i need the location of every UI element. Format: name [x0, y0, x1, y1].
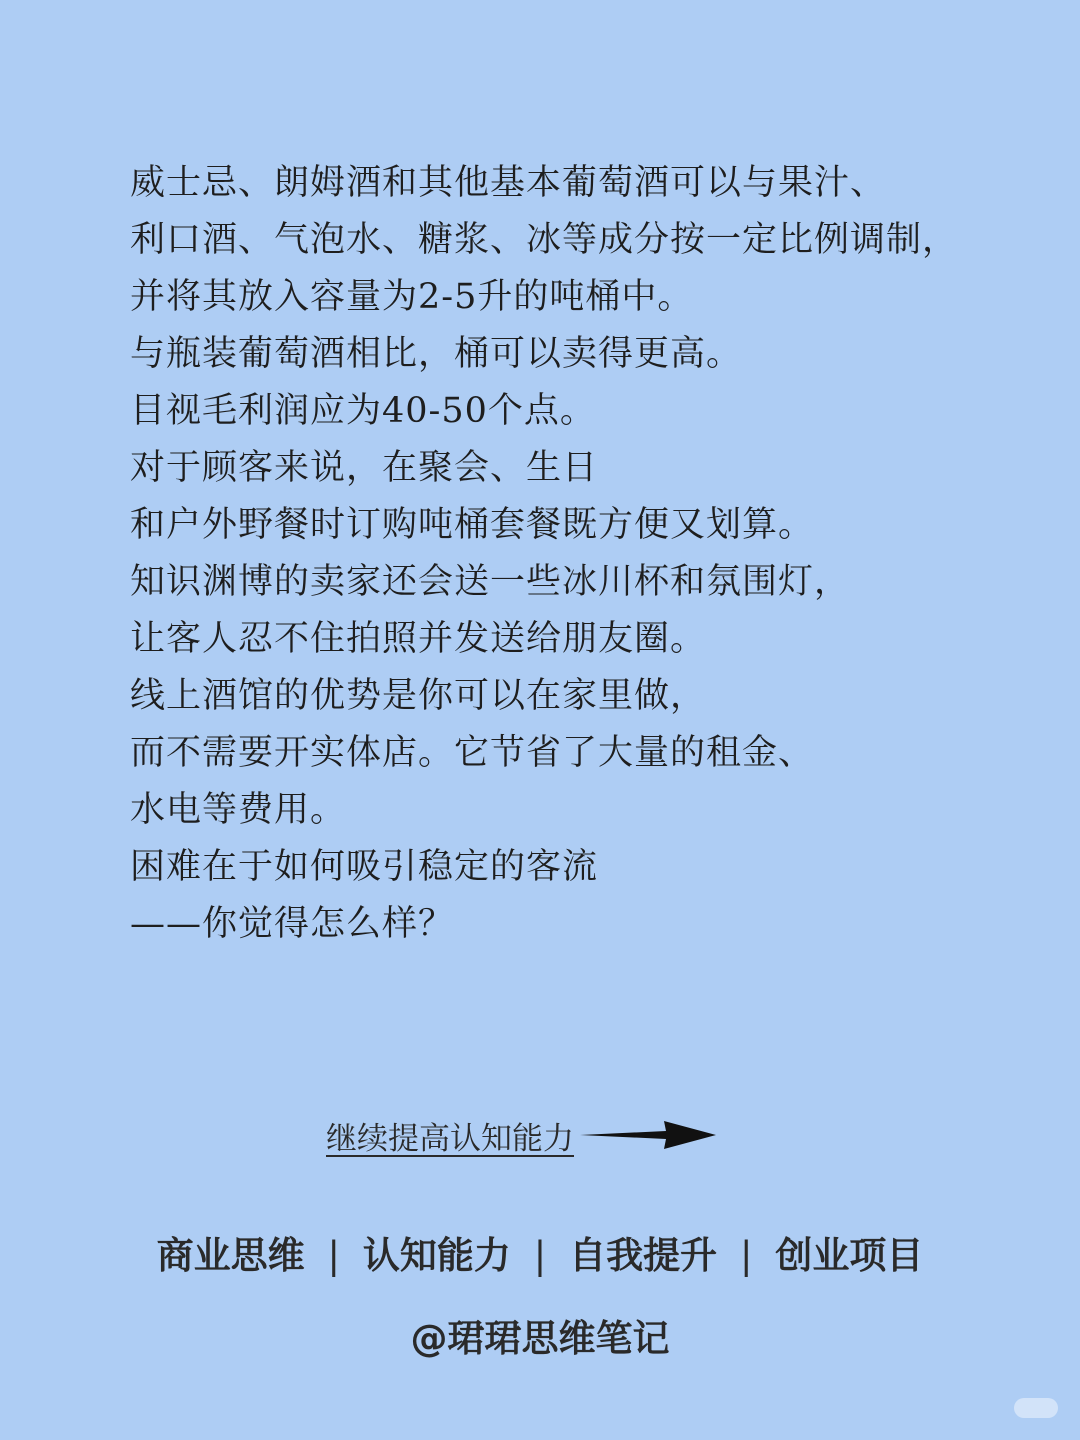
- body-line-6: 对于顾客来说，在聚会、生日: [130, 448, 599, 488]
- body-line-13: 困难在于如何吸引稳定的客流: [130, 847, 599, 887]
- body-line-2: 利口酒、气泡水、糖浆、冰等成分按一定比例调制，: [130, 220, 959, 260]
- body-line-12: 水电等费用。: [130, 790, 347, 830]
- continue-link[interactable]: [326, 1110, 718, 1160]
- article-body: [130, 155, 1030, 953]
- body-line-9: 让客人忍不住拍照并发送给朋友圈。: [130, 619, 707, 659]
- tag-separator: |: [740, 1234, 753, 1277]
- body-line-11: 而不需要开实体店。它节省了大量的租金、: [130, 733, 815, 773]
- tag-separator: |: [533, 1234, 547, 1277]
- topic-tags: [0, 1225, 1080, 1279]
- tag-business-thinking[interactable]: 商业思维: [156, 1234, 305, 1277]
- body-line-4: 与瓶装葡萄酒相比，桶可以卖得更高。: [130, 334, 743, 374]
- tag-cognitive-ability[interactable]: 认知能力: [362, 1234, 511, 1277]
- body-line-8: 知识渊博的卖家还会送一些冰川杯和氛围灯，: [130, 562, 851, 602]
- body-line-1: 威士忌、朗姆酒和其他基本葡萄酒可以与果汁、: [130, 163, 887, 203]
- arrow-right-icon: [578, 1115, 718, 1155]
- body-line-14: ——你觉得怎么样？: [130, 904, 455, 944]
- author-handle[interactable]: @珺珺思维笔记: [410, 1317, 670, 1360]
- body-line-10: 线上酒馆的优势是你可以在家里做，: [130, 676, 707, 716]
- watermark-icon: [1014, 1398, 1058, 1418]
- tag-startup-project[interactable]: 创业项目: [775, 1234, 924, 1277]
- body-line-3: 并将其放入容量为2-5升的吨桶中。: [130, 277, 694, 317]
- body-line-5: 目视毛利润应为40-50个点。: [130, 391, 596, 431]
- tag-self-improvement[interactable]: 自我提升: [569, 1234, 718, 1277]
- body-line-7: 和户外野餐时订购吨桶套餐既方便又划算。: [130, 505, 815, 545]
- continue-link-label[interactable]: 继续提高认知能力: [326, 1120, 574, 1157]
- tag-separator: |: [327, 1234, 340, 1277]
